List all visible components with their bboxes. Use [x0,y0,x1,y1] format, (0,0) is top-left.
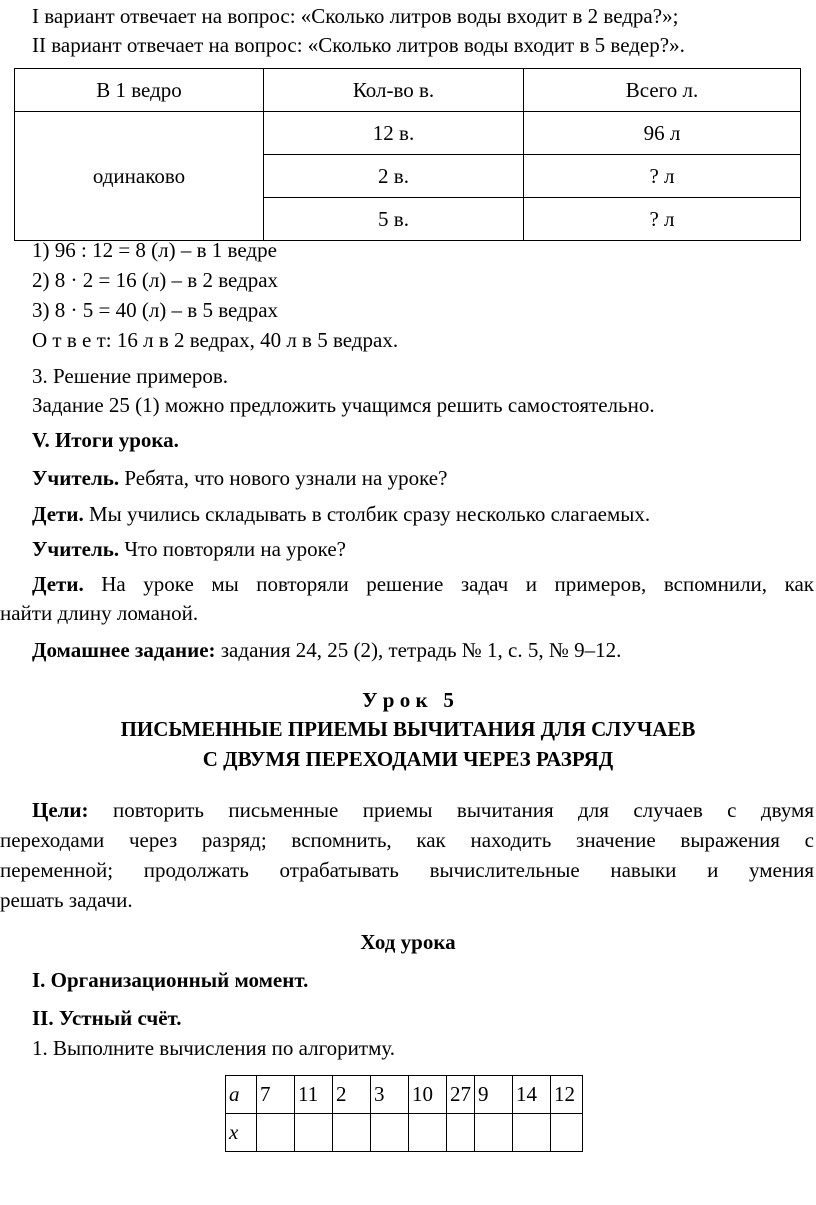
homework-label: Домашнее задание: [32,638,216,662]
solution-step-3: 3) 8 · 5 = 40 (л) – в 5 ведрах [32,298,279,322]
table-cell: 2 [333,1076,371,1114]
speaker: Учитель. [32,466,120,490]
table-cell [333,1114,371,1152]
dialog-line: Учитель. Ребята, что нового узнали на уроке? [32,466,448,490]
dialog-line: Учитель. Что повторяли на уроке? [32,537,346,561]
table-cell [513,1114,551,1152]
table-row [15,69,801,112]
section-heading-2: II. Устный счёт. [32,1006,182,1030]
dialog-continuation: найти длину ломаной. [0,601,199,625]
table-cell: 2 в. [264,155,524,198]
merged-cell: одинаково [15,112,264,241]
section-heading-5: V. Итоги урока. [32,428,179,452]
calc-task-line: 1. Выполните вычисления по алгоритму. [32,1036,396,1060]
table-cell [295,1114,333,1152]
row-label-a: a [226,1076,257,1114]
row-label-x: x [226,1114,257,1152]
table-cell: 9 [475,1076,513,1114]
table-cell: 5 в. [264,198,524,241]
speaker: Учитель. [32,537,120,561]
item-3: 3. Решение примеров. [32,364,229,388]
lesson-number: У р о к 5 [362,688,454,712]
table-cell: ? л [524,198,801,241]
section-heading-1: I. Организационный момент. [32,968,309,992]
table-cell: 96 л [524,112,801,155]
solution-step-2: 2) 8 · 2 = 16 (л) – в 2 ведрах [32,268,279,292]
intro-line-1: I вариант отвечает на вопрос: «Сколько литров воды входит в 2 ведра?»; [32,4,679,28]
table-cell: 27 [447,1076,475,1114]
table-row [226,1076,583,1114]
header-cell: Кол-во в. [264,69,524,112]
table-cell [409,1114,447,1152]
table-cell: 14 [513,1076,551,1114]
table-cell: 10 [409,1076,447,1114]
answer-line: О т в е т: 16 л в 2 ведрах, 40 л в 5 ведрах. [32,328,399,352]
algorithm-table [225,1075,583,1152]
goals-label: Цели: [32,798,89,822]
goals-line-2: переходами через разряд; вспомнить, как находить значение выражения с [0,828,814,852]
table-cell [447,1114,475,1152]
progress-title: Ход урока [360,930,456,954]
header-cell: В 1 ведро [15,69,264,112]
goals-line-4: решать задачи. [0,888,133,912]
table-cell [475,1114,513,1152]
goals-line-1: Цели: повторить письменные приемы вычитания для случаев с двумя [32,798,814,822]
task-25-line: Задание 25 (1) можно предложить учащимся решить самостоятельно. [32,393,655,417]
table-cell: 12 [551,1076,583,1114]
homework-line: Домашнее задание: задания 24, 25 (2), тетрадь № 1, с. 5, № 9–12. [32,638,622,662]
table-row [15,112,801,155]
dialog-line: Дети. Мы учились складывать в столбик сразу несколько слагаемых. [32,502,651,526]
table-cell: 7 [257,1076,295,1114]
table-cell: 3 [371,1076,409,1114]
table-cell: ? л [524,155,801,198]
dialog-line: Дети. На уроке мы повторяли решение задач и примеров, вспомнили, как [32,572,814,596]
solution-step-1: 1) 96 : 12 = 8 (л) – в 1 ведре [32,238,277,262]
intro-line-2: II вариант отвечает на вопрос: «Сколько литров воды входит в 5 ведер?». [32,33,685,57]
header-cell: Всего л. [524,69,801,112]
table-cell: 11 [295,1076,333,1114]
goals-line-3: переменной; продолжать отрабатывать вычислительные навыки и умения [0,858,814,882]
speaker: Дети. [32,572,84,596]
table-cell: 12 в. [264,112,524,155]
table-row [226,1114,583,1152]
table-cell [257,1114,295,1152]
speaker: Дети. [32,502,84,526]
lesson-title-line-1: ПИСЬМЕННЫЕ ПРИЕМЫ ВЫЧИТАНИЯ ДЛЯ СЛУЧАЕВ [120,717,696,741]
table-cell [551,1114,583,1152]
buckets-table [14,68,801,241]
lesson-title-line-2: С ДВУМЯ ПЕРЕХОДАМИ ЧЕРЕЗ РАЗРЯД [202,747,614,771]
table-cell [371,1114,409,1152]
